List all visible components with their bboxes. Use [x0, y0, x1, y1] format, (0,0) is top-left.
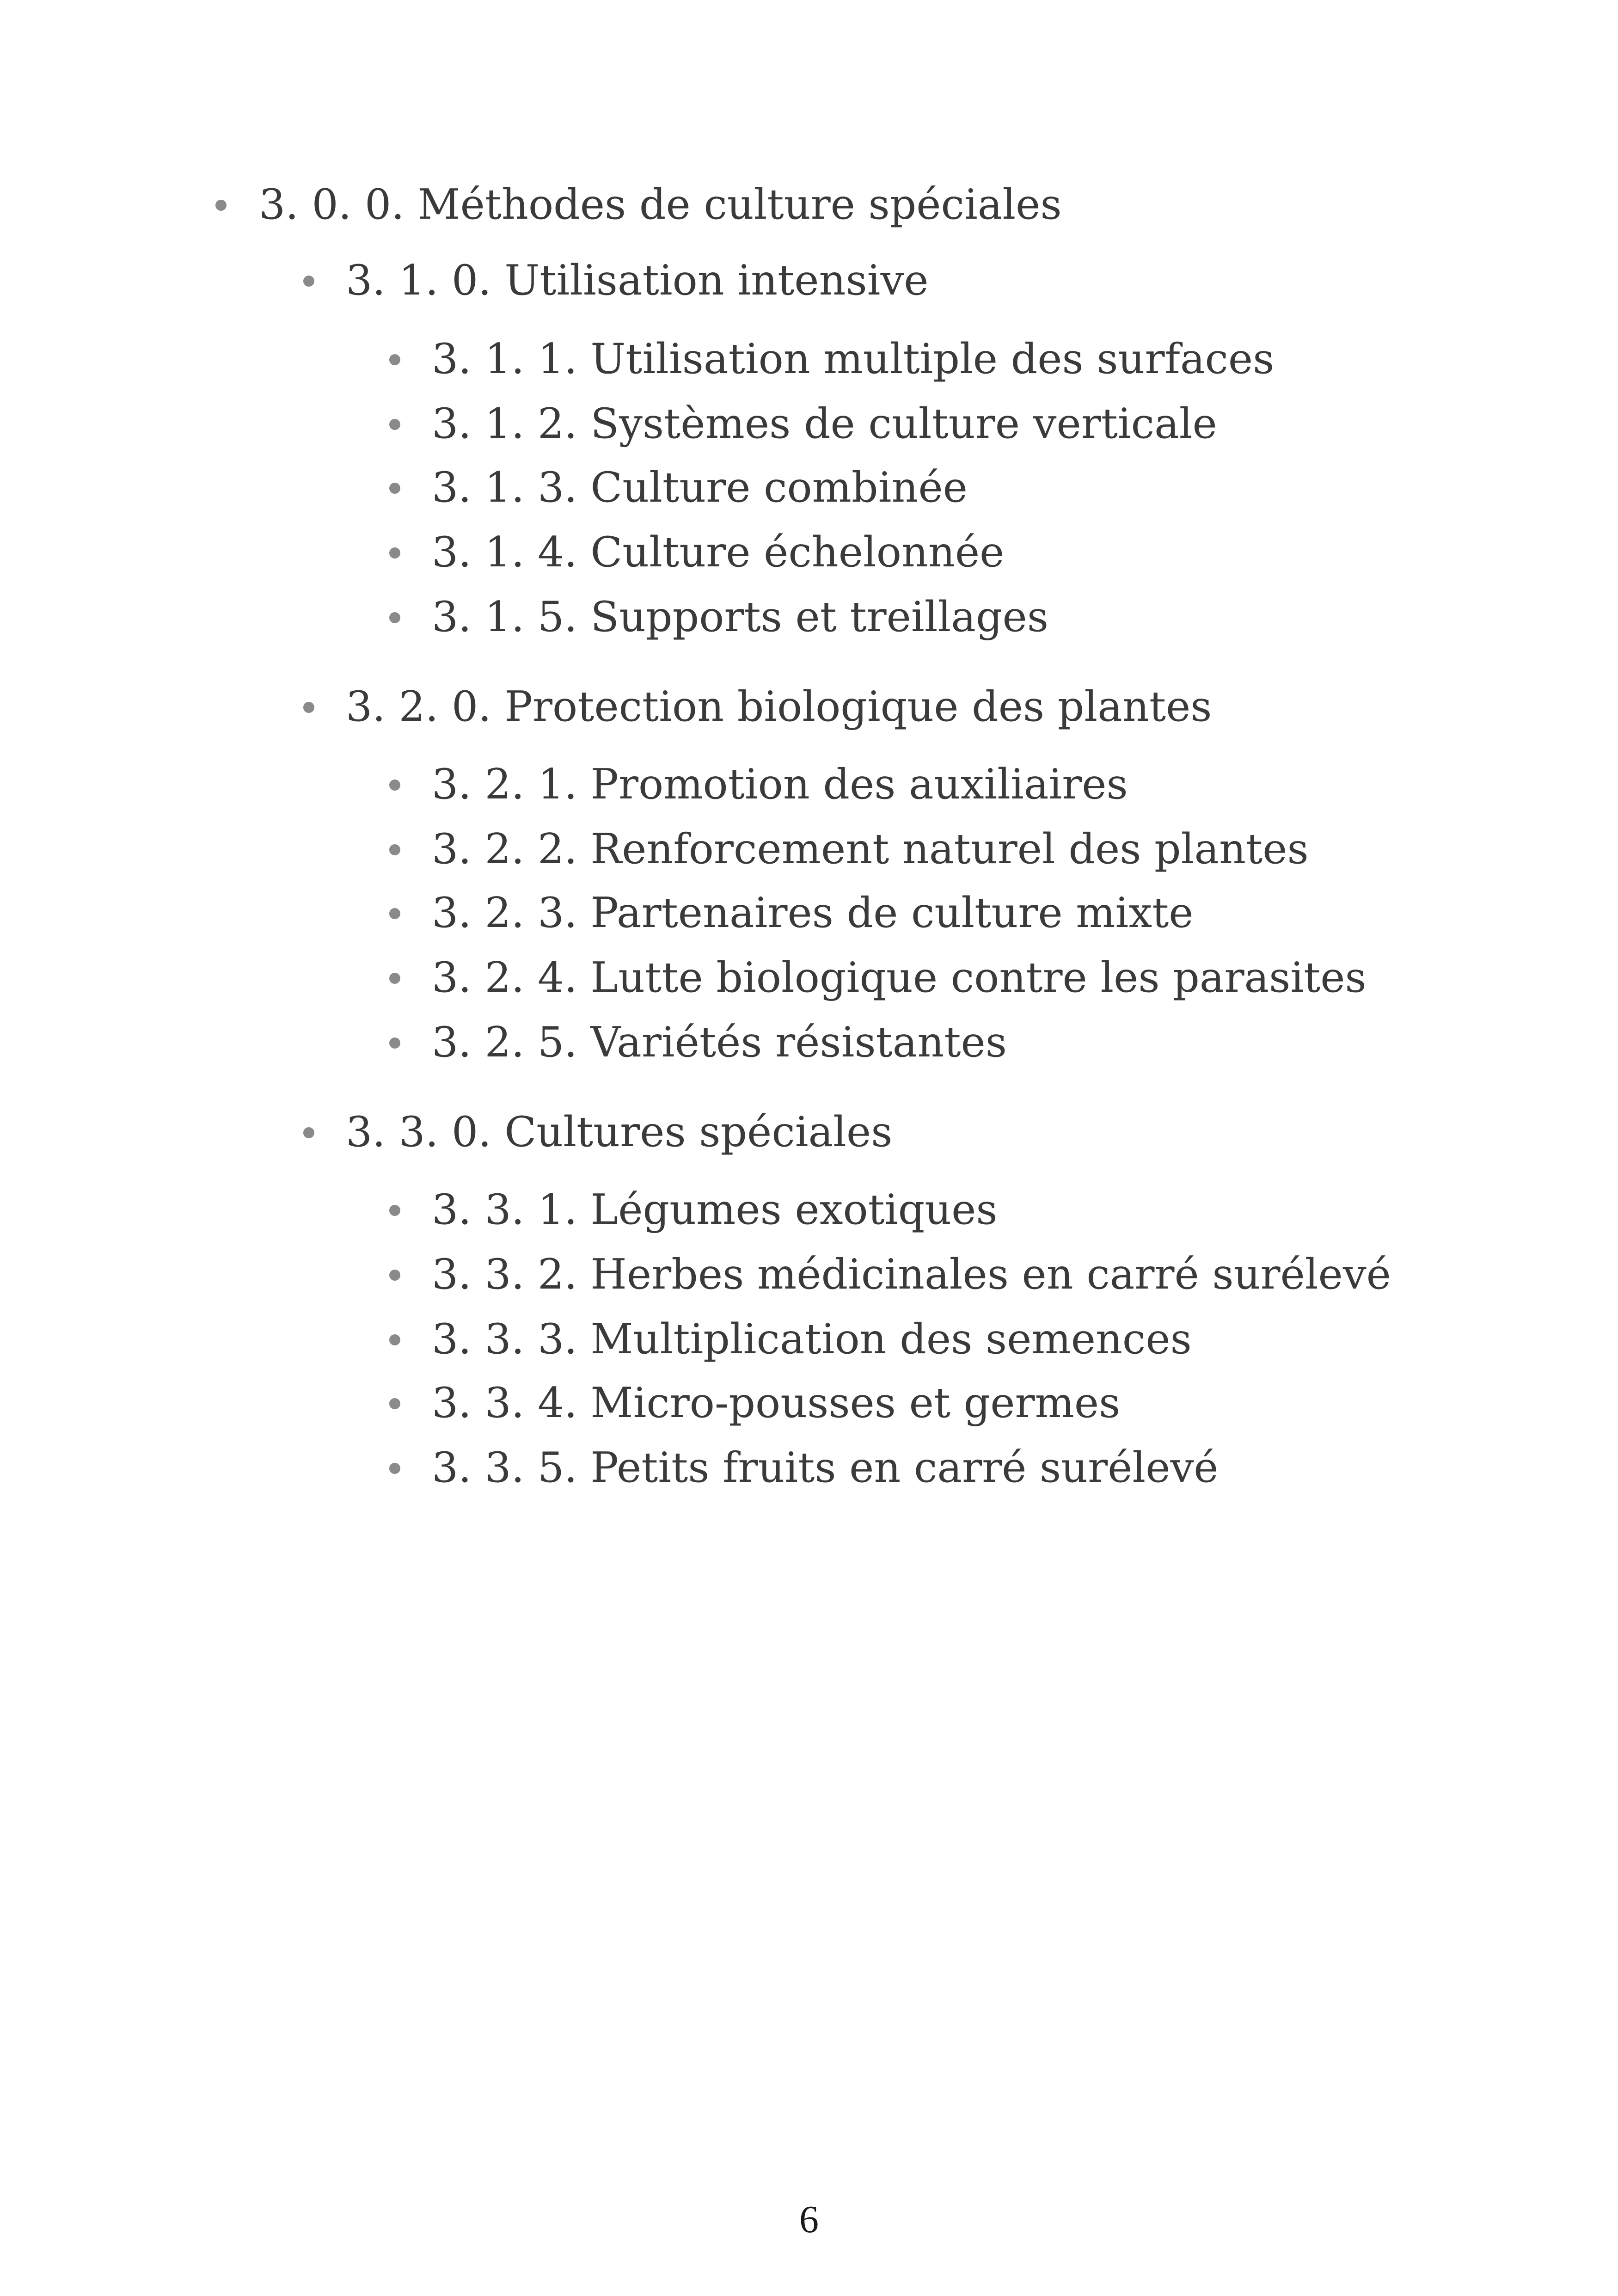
- bullet-icon: [215, 200, 227, 211]
- bullet-icon: [389, 973, 400, 984]
- bullet-icon: [389, 354, 400, 365]
- bullet-icon: [303, 702, 314, 713]
- toc-item: 3. 3. 3. Multiplication des semences: [432, 1315, 1192, 1363]
- bullet-icon: [303, 1127, 314, 1138]
- toc-section-title: 3. 0. 0. Méthodes de culture spéciales: [259, 180, 1062, 229]
- toc-subsection-title: 3. 3. 0. Cultures spéciales: [346, 1108, 893, 1156]
- toc-item: 3. 3. 5. Petits fruits en carré surélevé: [432, 1443, 1219, 1492]
- toc-subsection-title: 3. 1. 0. Utilisation intensive: [346, 256, 929, 305]
- bullet-icon: [389, 1463, 400, 1474]
- toc-item: 3. 1. 5. Supports et treillages: [432, 593, 1049, 641]
- toc-subsection-title: 3. 2. 0. Protection biologique des plantes: [346, 682, 1212, 731]
- bullet-icon: [389, 547, 400, 559]
- toc-item: 3. 3. 1. Légumes exotiques: [432, 1185, 998, 1234]
- bullet-icon: [389, 908, 400, 919]
- toc-item: 3. 2. 2. Renforcement naturel des plantes: [432, 825, 1309, 873]
- toc-item: 3. 3. 2. Herbes médicinales en carré surélevé: [432, 1250, 1391, 1299]
- bullet-icon: [389, 483, 400, 494]
- bullet-icon: [389, 419, 400, 430]
- page-number: 6: [799, 2198, 819, 2241]
- toc-item: 3. 2. 4. Lutte biologique contre les parasites: [432, 953, 1367, 1002]
- toc-item: 3. 2. 1. Promotion des auxiliaires: [432, 760, 1128, 809]
- toc-item: 3. 1. 3. Culture combinée: [432, 463, 968, 512]
- bullet-icon: [389, 1334, 400, 1345]
- bullet-icon: [389, 780, 400, 791]
- toc-item: 3. 2. 5. Variétés résistantes: [432, 1018, 1007, 1067]
- bullet-icon: [389, 1398, 400, 1409]
- bullet-icon: [389, 1270, 400, 1281]
- bullet-icon: [389, 1205, 400, 1216]
- toc-item: 3. 1. 4. Culture échelonnée: [432, 528, 1005, 577]
- toc-item: 3. 1. 2. Systèmes de culture verticale: [432, 399, 1217, 448]
- toc-item: 3. 1. 1. Utilisation multiple des surfaces: [432, 335, 1275, 383]
- toc-item: 3. 3. 4. Micro-pousses et germes: [432, 1379, 1121, 1427]
- bullet-icon: [303, 276, 314, 287]
- bullet-icon: [389, 612, 400, 623]
- toc-item: 3. 2. 3. Partenaires de culture mixte: [432, 889, 1194, 937]
- bullet-icon: [389, 844, 400, 855]
- bullet-icon: [389, 1037, 400, 1049]
